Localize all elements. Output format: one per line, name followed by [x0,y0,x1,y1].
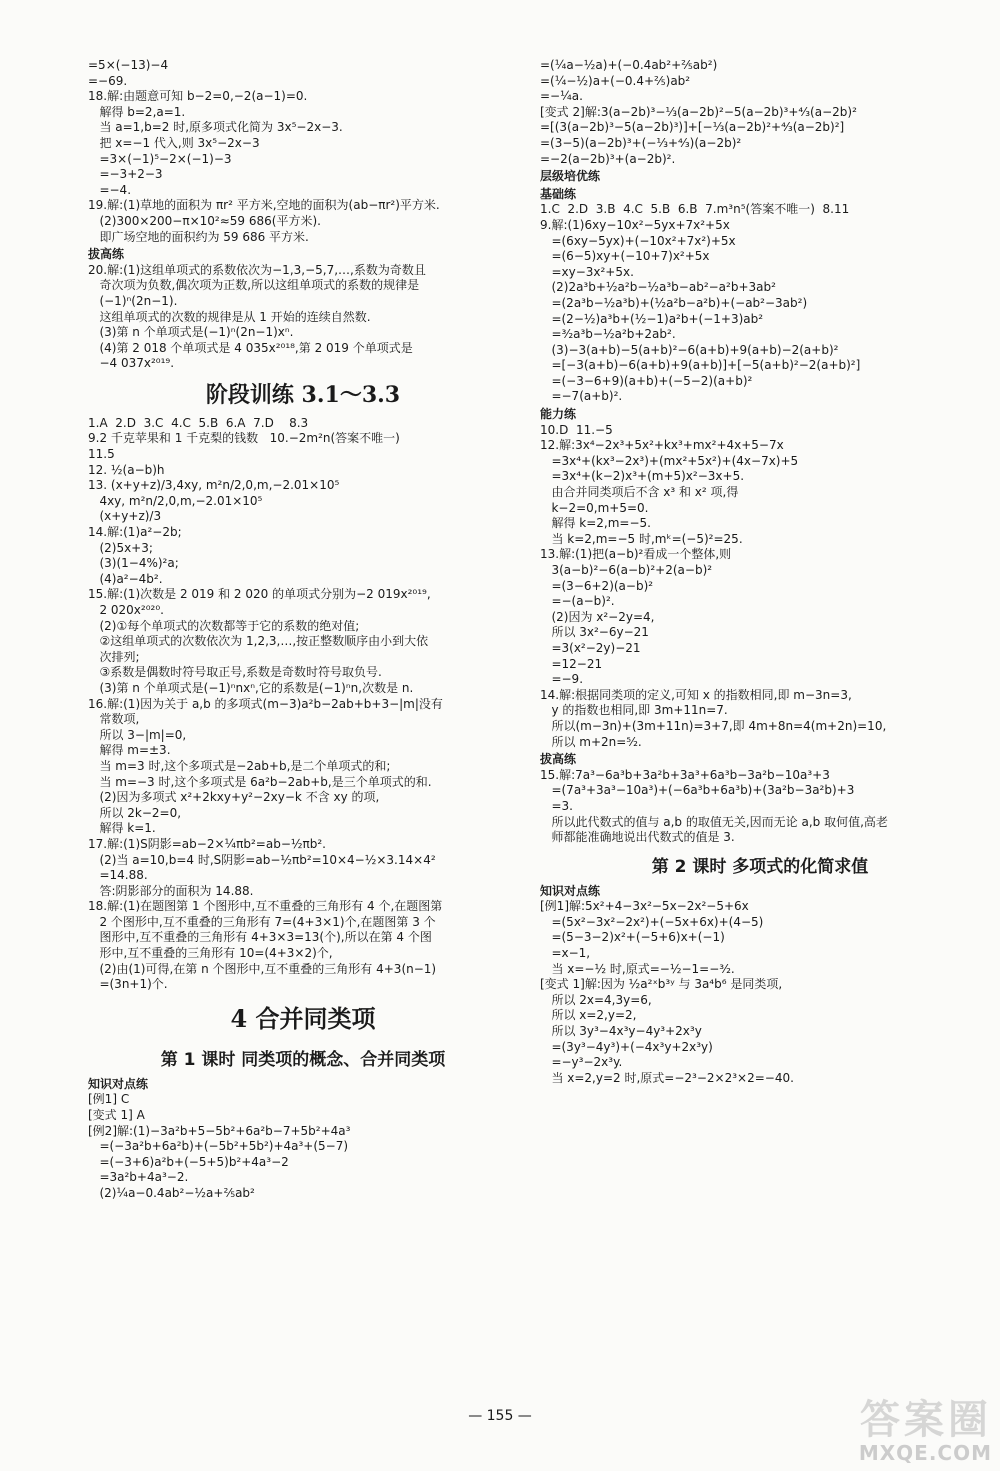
answer-line: =x−1, [540,946,591,961]
answer-line: =(−3−6+9)(a+b)+(−5−2)(a+b)² [540,373,753,388]
answer-line: 所以 3−|m|=0, [88,727,187,742]
answer-line: 常数项, [88,712,140,727]
answer-line: 10.D 11.−5 [540,422,613,437]
answer-line: =14.88. [88,868,148,883]
section-heading-knowledge-right: 知识对点练 [540,883,601,898]
answer-line: 师都能准确地说出代数式的值是 3. [540,830,735,845]
answer-line: =(¼a−½a)+(−0.4ab²+⅖ab²) [540,58,718,72]
answer-line: =(3−6+2)(a−b)² [540,578,654,593]
answer-line: 1.A 2.D 3.C 4.C 5.B 6.A 7.D 8.3 [88,415,309,430]
answer-line: 把 x=−1 代入,则 3x⁵−2x−3 [88,135,260,150]
answer-line: 所以此代数式的值与 a,b 的取值无关,因而无论 a,b 取何值,高老 [540,814,888,829]
answer-line: =(5x²−3x²−2x²)+(−5x+6x)+(4−5) [540,914,764,929]
answer-line: (−1)ⁿ(2n−1). [88,293,178,308]
answer-line: 18.解:(1)在题图第 1 个图形中,互不重叠的三角形有 4 个,在题图第 [88,899,443,914]
answer-line: =3(x²−2y)−21 [540,640,641,655]
answer-line: 4xy, m²n/2,0,m,−2.01×10⁵ [88,493,263,508]
answer-line: =(6−5)xy+(−10+7)x²+5x [540,249,710,264]
answer-line: =(6xy−5yx)+(−10x²+7x²)+5x [540,233,736,248]
answer-line: (3)第 n 个单项式是(−1)ⁿnxⁿ,它的系数是(−1)ⁿn,次数是 n. [88,680,414,695]
answer-line: 所以 m+2n=⁵⁄₂. [540,734,642,749]
answer-line: (4)a²−4b². [88,571,163,586]
answer-line: =(2a³b−½a³b)+(½a²b−a²b)+(−ab²−3ab²) [540,295,808,310]
answer-line: 12.解:3x⁴−2x³+5x²+kx³+mx²+4x+5−7x [540,438,784,453]
answer-line: (2)当 a=10,b=4 时,S阴影=ab−½πb²=10×4−½×3.14×4² [88,852,436,867]
answer-line: =−2(a−2b)³+(a−2b)². [540,151,676,166]
section-heading-advanced: 拔高练 [88,247,125,262]
answer-line: [例2]解:(1)−3a²b+5−5b²+6a²b−7+5b²+4a³ [88,1123,351,1138]
answer-line: 答:阴影部分的面积为 14.88. [88,883,254,898]
answer-line: ②这组单项式的次数依次为 1,2,3,…,按正整数顺序由小到大依 [88,634,429,649]
answer-line: 解得 k=1. [88,821,156,836]
answer-line: 当 m=3 时,这个多项式是−2ab+b,是二个单项式的和; [88,758,391,773]
answer-line: [变式 1] A [88,1108,145,1123]
answer-line: (3)第 n 个单项式是(−1)ⁿ(2n−1)xⁿ. [88,325,294,340]
section-heading-tiered: 层级培优练 [540,169,601,184]
answer-line: 20.解:(1)这组单项式的系数依次为−1,3,−5,7,…,系数为奇数且 [88,262,426,277]
answer-line: (2)因为 x²−2y=4, [540,609,655,624]
answer-line: [变式 2]解:3(a−2b)³−⅓(a−2b)²−5(a−2b)³+⁴⁄₃(a−2b)² [540,104,857,119]
answer-line: 所以 2x=4,3y=6, [540,992,652,1007]
answer-line: 12. ½(a−b)h [88,462,165,477]
answer-line: 19.解:(1)草地的面积为 πr² 平方米,空地的面积为(ab−πr²)平方米. [88,198,440,213]
answer-block-right-b [540,202,980,405]
answer-line: 当 a=1,b=2 时,原多项式化简为 3x⁵−2x−3. [88,120,343,135]
right-column [540,58,980,1086]
answer-line: =3. [540,798,573,813]
answer-line: 形中,互不重叠的三角形有 10=(4+3×2)个, [88,946,333,961]
answer-block-left-b [88,263,518,372]
answer-line: 3(a−b)²−6(a−b)²+2(a−b)² [540,563,713,577]
answer-line: 11.5 [88,447,115,462]
answer-line: 所以 3x²−6y−21 [540,625,649,640]
lesson-2-title: 第 2 课时 多项式的化简求值 [651,856,869,877]
answer-line: =3x⁴+(kx³−2x³)+(mx²+5x²)+(4x−7x)+5 [540,453,799,468]
stage-training-title: 阶段训练 3.1～3.3 [205,381,401,408]
answer-line: 奇次项为负数,偶次项为正数,所以这组单项式的系数的规律是 [88,278,420,293]
answer-line: (3)(1−4%)²a; [88,556,179,571]
section-heading-ability: 能力练 [540,407,577,422]
answer-line: =(−3a²b+6a²b)+(−5b²+5b²)+4a³+(5−7) [88,1139,349,1154]
answer-line: 13. (x+y+z)/3,4xy, m²n/2,0,m,−2.01×10⁵ [88,478,340,493]
answer-line: =(7a³+3a³−10a³)+(−6a³b+6a³b)+(3a²b−3a²b)+3 [540,783,855,798]
answer-line: =(−3+6)a²b+(−5+5)b²+4a³−2 [88,1154,289,1169]
answer-line: 1.C 2.D 3.B 4.C 5.B 6.B 7.m³n⁵(答案不唯一) 8.11 [540,202,850,217]
answer-block-right-d [540,768,980,846]
answer-line: 图形中,互不重叠的三角形有 4+3×3=13(个),所以在第 4 个图 [88,930,432,945]
answer-line: 2 020x²⁰²⁰. [88,603,164,617]
answer-line: =−7(a+b)². [540,389,623,404]
answer-line: 当 x=2,y=2 时,原式=−2³−2×2³×2=−40. [540,1070,794,1085]
answer-line: =(3n+1)个. [88,977,168,992]
answer-block-right-a [540,58,980,167]
lesson-1-title: 第 1 课时 同类项的概念、合并同类项 [160,1049,446,1070]
answer-line: =xy−3x²+5x. [540,264,634,279]
answer-line: =3×(−1)⁵−2×(−1)−3 [88,151,232,166]
answer-line: =5×(−13)−4 [88,58,169,72]
answer-line: 13.解:(1)把(a−b)²看成一个整体,则 [540,547,732,562]
answer-line: 解得 m=±3. [88,743,171,758]
answer-line: =−4. [88,182,132,197]
answer-line: =(2−½)a³b+(½−1)a²b+(−1+3)ab² [540,311,764,326]
answer-line: =(5−3−2)x²+(−5+6)x+(−1) [540,930,725,945]
answer-line: 当 m=−3 时,这个多项式是 6a²b−2ab+b,是三个单项式的和. [88,774,432,789]
answer-block-right-c [540,423,980,750]
answer-line: 16.解:(1)因为关于 a,b 的多项式(m−3)a²b−2ab+b+3−|m|没有 [88,696,443,711]
watermark-top-text: 答案圈 [860,1397,992,1443]
answer-line: 17.解:(1)S阴影=ab−2×¼πb²=ab−½πb². [88,836,326,851]
answer-line: =12−21 [540,656,603,671]
answer-line: 9.2 千克苹果和 1 千克梨的钱数 10.−2m²n(答案不唯一) [88,431,400,446]
answer-line: 15.解:7a³−6a³b+3a²b+3a³+6a³b−3a²b−10a³+3 [540,767,830,782]
answer-line: 2 个图形中,互不重叠的三角形有 7=(4+3×1)个,在题图第 3 个 [88,914,436,929]
answer-line: =3x⁴+(k−2)x³+(m+5)x²−3x+5. [540,469,745,484]
answer-line: =−¼a. [540,89,583,104]
answer-line: (x+y+z)/3 [88,509,162,524]
answer-block-left-a [88,58,518,245]
section-heading-advanced-right: 拔高练 [540,752,577,767]
answer-line: 18.解:由题意可知 b−2=0,−2(a−1)=0. [88,89,308,104]
answer-block-left-d [88,1092,518,1201]
answer-line: 14.解:根据同类项的定义,可知 x 的指数相同,即 m−3n=3, [540,687,852,702]
answer-line: (2)300×200−π×10²≈59 686(平方米). [88,213,321,228]
answer-line: 由合并同类项后不含 x³ 和 x² 项,得 [540,485,739,500]
answer-line: (2)5x+3; [88,540,153,555]
answer-line: 即广场空地的面积约为 59 686 平方米. [88,229,309,244]
answer-line: 次排列; [88,649,140,664]
answer-line: 解得 b=2,a=1. [88,104,186,119]
answer-line: 所以 x=2,y=2, [540,1008,637,1023]
answer-line: =[−3(a+b)−6(a+b)+9(a+b)]+[−5(a+b)²−2(a+b)²] [540,358,861,373]
answer-line: =³⁄₂a³b−½a²b+2ab². [540,327,676,342]
answer-line: (2)因为多项式 x²+2kxy+y²−2xy−k 不含 xy 的项, [88,790,380,805]
answer-line: =3a²b+4a³−2. [88,1170,189,1185]
watermark-logo [752,1397,992,1465]
answer-line: =[(3(a−2b)³−5(a−2b)³)]+[−⅓(a−2b)²+⁴⁄₃(a−2b)²] [540,120,845,135]
answer-line: 这组单项式的次数的规律是从 1 开始的连续自然数. [88,309,371,324]
answer-line: 14.解:(1)a²−2b; [88,525,182,540]
answer-line: (3)−3(a+b)−5(a+b)²−6(a+b)+9(a+b)−2(a+b)² [540,342,839,357]
section-heading-basic: 基础练 [540,186,577,201]
answer-line: −4 037x²⁰¹⁹. [88,356,175,371]
watermark-bottom-text: MXQE.COM [858,1441,992,1465]
answer-block-left-c [88,416,518,993]
answer-line: (2)2a³b+½a²b−½a³b−ab²−a²b+3ab² [540,280,776,295]
answer-line: =−(a−b)². [540,594,615,609]
answer-line: =(3y³−4y³)+(−4x³y+2x³y) [540,1039,713,1054]
answer-line: (2)¼a−0.4ab²−½a+⅖ab² [88,1186,255,1200]
answer-line: 9.解:(1)6xy−10x²−5yx+7x²+5x [540,217,730,232]
answer-line: =−3+2−3 [88,167,163,182]
answer-line: 所以 2k−2=0, [88,805,182,820]
section-heading-knowledge: 知识对点练 [88,1076,149,1091]
answer-line: (4)第 2 018 个单项式是 4 035x²⁰¹⁸,第 2 019 个单项式是 [88,340,413,355]
answer-line: (2)由(1)可得,在第 n 个图形中,互不重叠的三角形有 4+3(n−1) [88,961,437,976]
answer-line: 所以(m−3n)+(3m+11n)=3+7,即 4m+8n=4(m+2n)=10, [540,718,887,733]
page-number: — 155 — [468,1408,532,1424]
answer-line: =−9. [540,672,584,687]
answer-line: k−2=0,m+5=0. [540,500,649,515]
answer-line: ③系数是偶数时符号取正号,系数是奇数时符号取负号. [88,665,382,680]
answer-line: =−y³−2x³y. [540,1055,623,1070]
answer-line: =(3−5)(a−2b)³+(−⅓+⁴⁄₃)(a−2b)² [540,135,742,150]
answer-block-right-e [540,899,980,1086]
answer-line: y 的指数也相同,即 3m+11n=7. [540,703,728,718]
chapter-title: 4 合并同类项 [230,1003,376,1033]
answer-line: [变式 1]解:因为 ½a²ˣb³ʸ 与 3a⁴b⁶ 是同类项, [540,977,783,992]
answer-line: =(¼−½)a+(−0.4+⅖)ab² [540,73,691,88]
answer-line: [例1]解:5x²+4−3x²−5x−2x²−5+6x [540,899,749,914]
answer-line: 15.解:(1)次数是 2 019 和 2 020 的单项式分别为−2 019x²⁰¹⁹, [88,587,431,602]
answer-line: 当 x=−½ 时,原式=−½−1=−³⁄₂. [540,961,735,976]
left-column [88,58,518,1202]
answer-line: 所以 3y³−4x³y−4y³+2x³y [540,1024,702,1039]
answer-line: =−69. [88,73,128,88]
answer-line: 解得 k=2,m=−5. [540,516,651,531]
answer-line: (2)①每个单项式的次数都等于它的系数的绝对值; [88,618,360,633]
answer-line: [例1] C [88,1092,130,1107]
answer-line: 当 k=2,m=−5 时,mᵏ=(−5)²=25. [540,531,743,546]
